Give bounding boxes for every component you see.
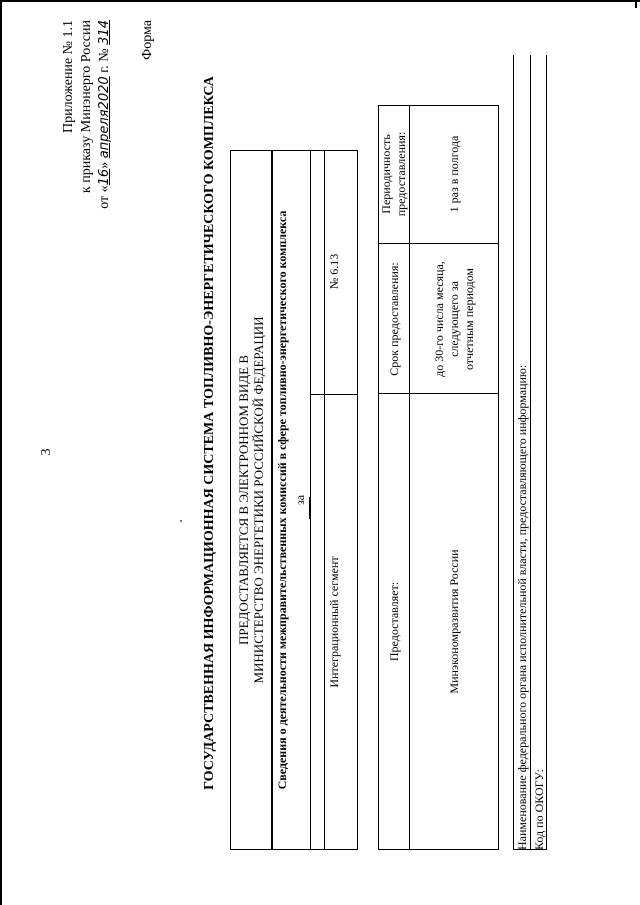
appendix-line1: Приложение № 1.1 [61,20,76,133]
value-frequency: 1 раз в полгода [447,135,461,213]
footer-block [513,55,547,850]
order-number: 314 [97,20,112,45]
page-number: 3 [39,448,54,456]
okogu-label: Код по ОКОГУ: [532,769,546,850]
date-mid: » [97,158,112,169]
submission-text [231,151,271,849]
submission-box [230,150,272,850]
year-suffix: г. № [97,44,112,77]
report-period-prefix: за [292,494,307,506]
document-title: ГОСУДАРСТВЕННАЯ ИНФОРМАЦИОННАЯ СИСТЕМА ТОПЛИВНО-ЭНЕРГЕТИЧЕСКОГО КОМПЛЕКСА [202,76,217,790]
header-deadline: Срок предоставления: [386,262,401,376]
segment-number: № 6.13 [326,253,341,290]
submission-line1: ПРЕДОСТАВЛЯЕТСЯ В ЭЛЕКТРОННОМ ВИДЕ В [236,354,251,646]
segment-box [310,150,358,850]
submission-line2: МИНИСТЕРСТВО ЭНЕРГЕТИКИ РОССИЙСКОЙ ФЕДЕРАЦИИ [251,316,266,684]
appendix-header [60,20,114,270]
provision-table [378,105,499,850]
header-frequency: Периодичность предоставления: [379,131,408,217]
date-month-year: апреля2020 [97,76,112,159]
report-heading: Сведения о деятельности межправительственных комиссий в сфере топливно-энергетического комплекса [275,210,289,790]
date-prefix: от « [97,185,112,209]
date-day: 16 [97,168,112,186]
segment-label: Интеграционный сегмент [311,394,357,849]
appendix-line2: к приказу Минэнерго России [79,20,94,194]
org-name-label: Наименование федерального органа исполнительной власти, предоставляющего информацию: [514,55,531,850]
form-label: Форма [140,20,155,60]
header-provider: Предоставляет: [386,581,401,662]
appendix-date-line [96,20,114,270]
value-deadline: до 30-го числа месяца, следующего за отчетным периодом [432,261,476,377]
value-provider: Минэкономразвития России [447,549,461,694]
